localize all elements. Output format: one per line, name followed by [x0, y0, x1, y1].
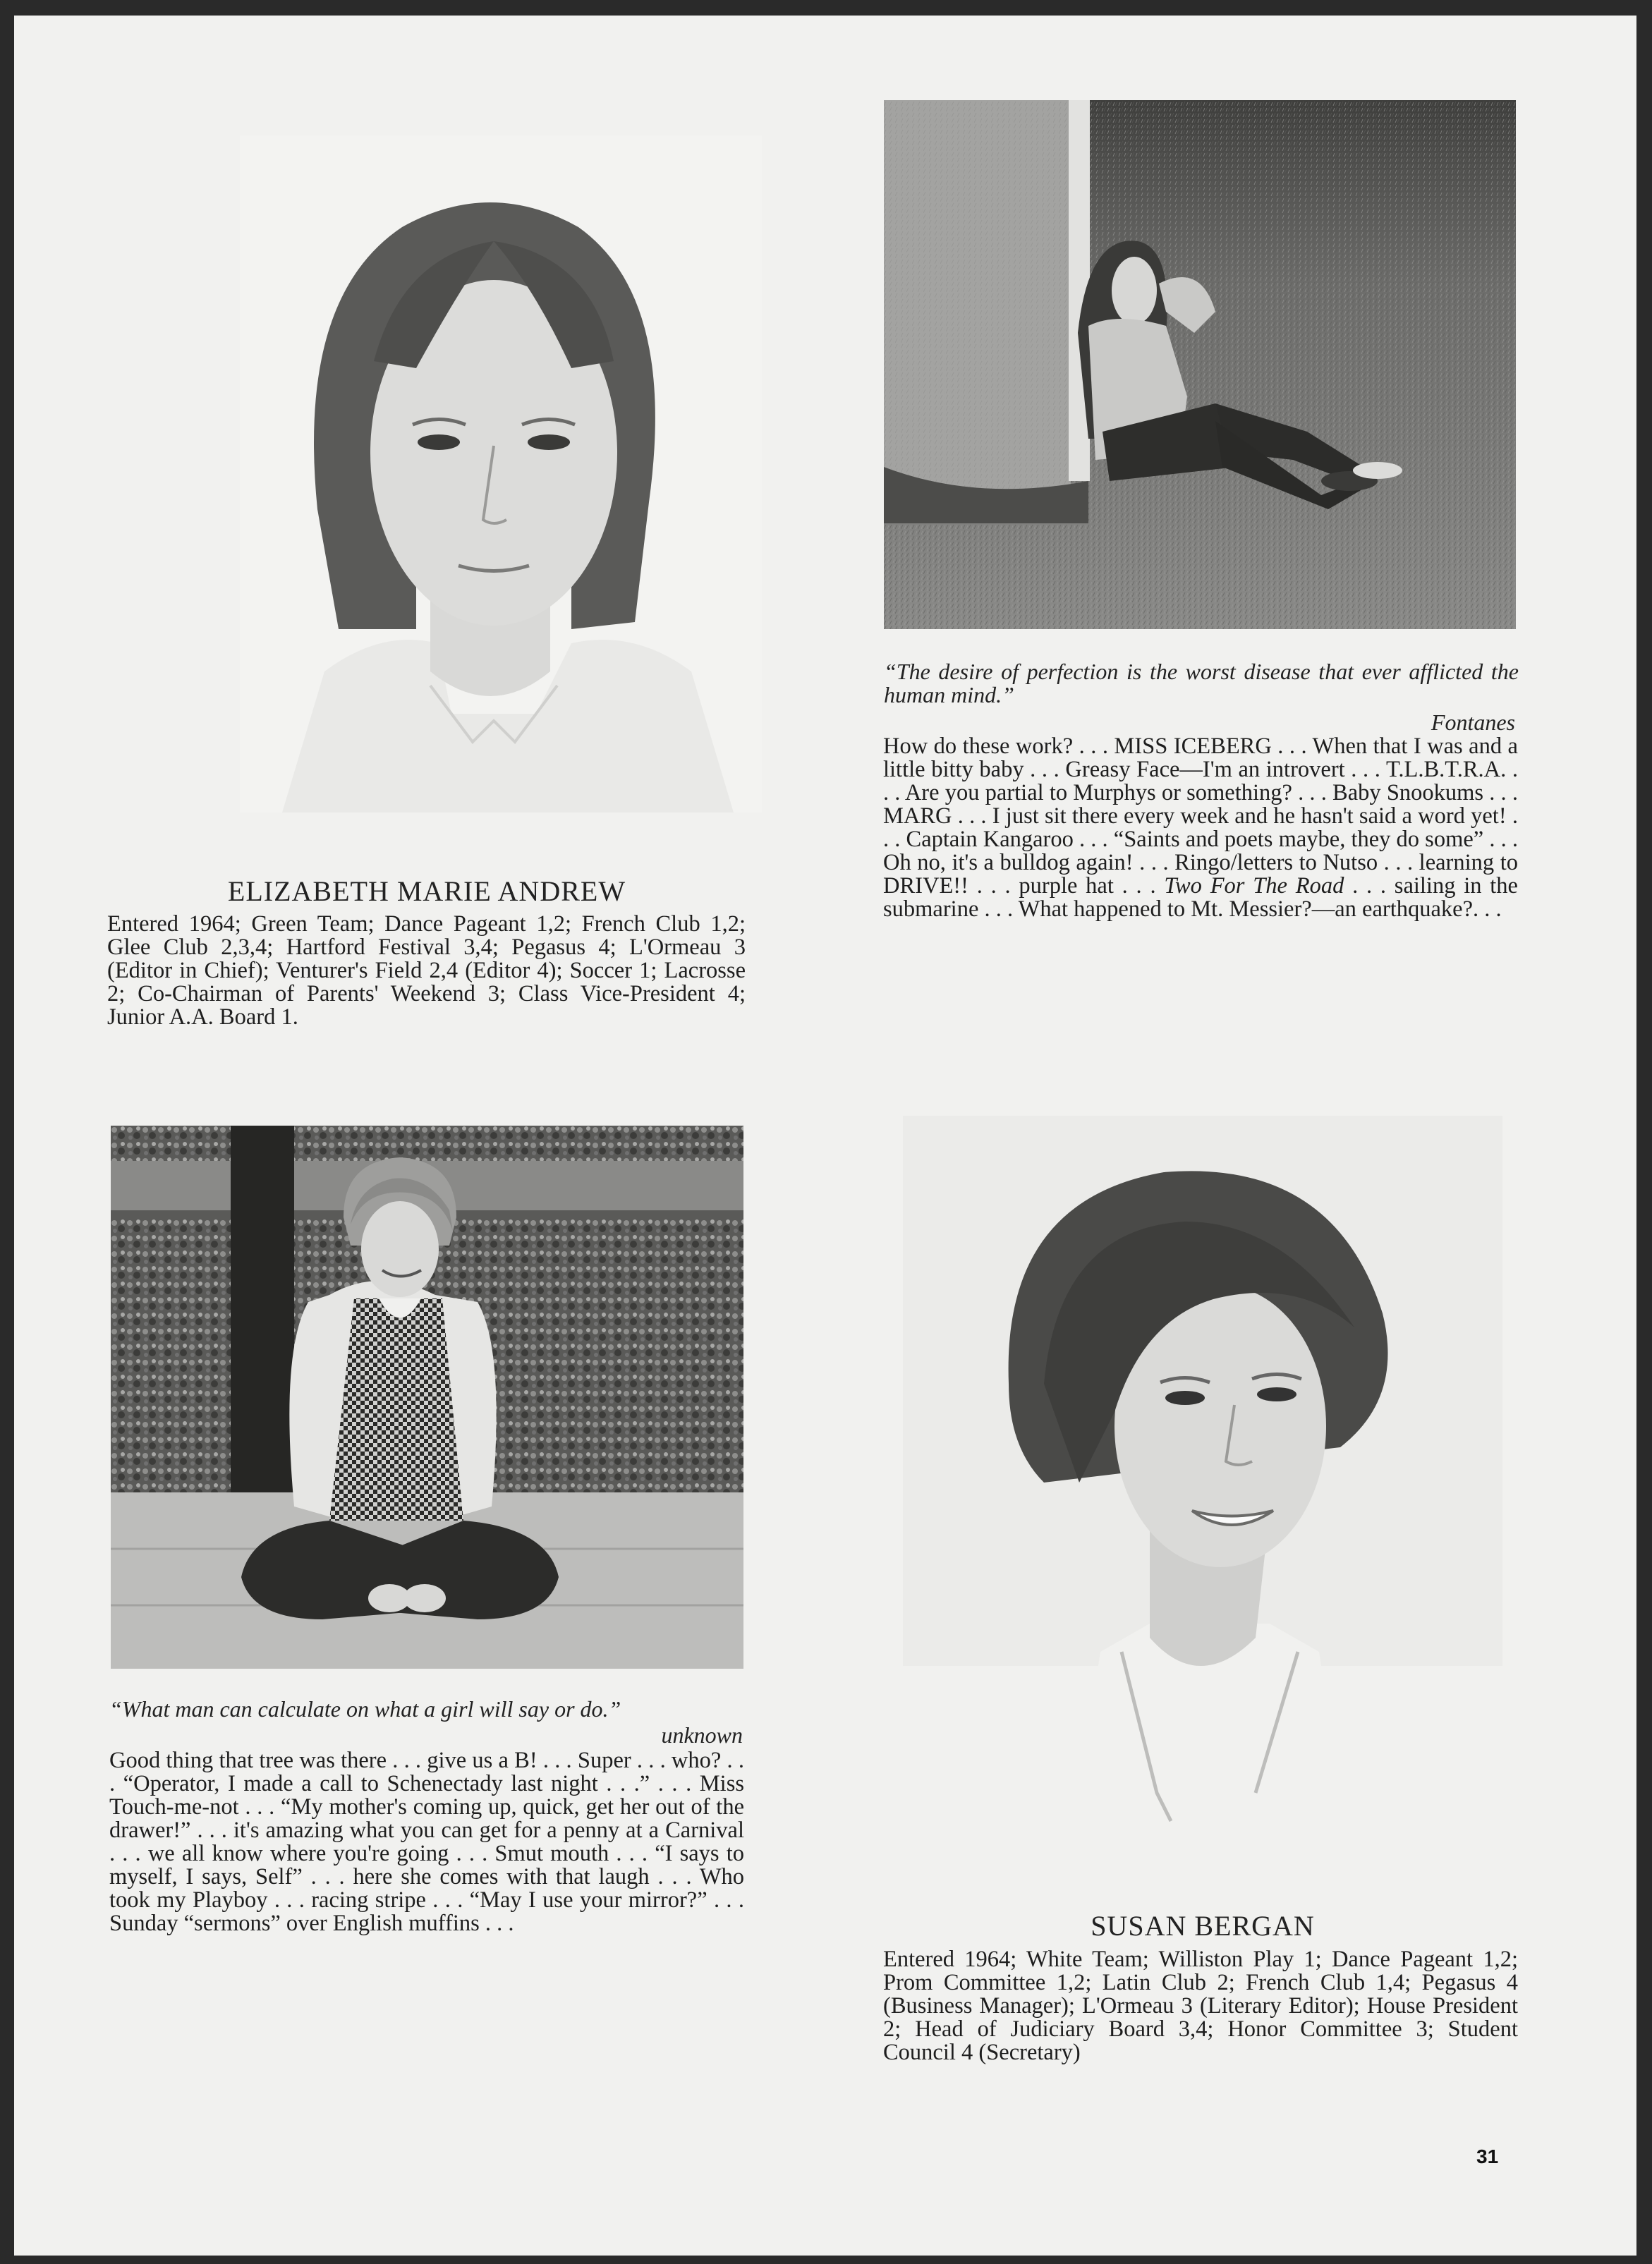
page-number: 31 [1476, 2146, 1499, 2167]
quote-text: “The desire of perfection is the worst disease that ever afflicted the human mind.” [884, 659, 1519, 707]
activities-text: Entered 1964; White Team; Williston Play 1; Dance Pageant 1,2; Prom Committee 1,2; Latin Club 2; French Club 1,4; Pegasus 4 (Business Manager); L'Ormeau 3 (Literary Editor); House President 2; Head of Judiciary Board 3,4; Honor Committee 3; Student Council 4 (Secretary) [883, 1947, 1518, 2065]
activities-text: Entered 1964; Green Team; Dance Pageant 1,2; French Club 1,2; Glee Club 2,3,4; Hartford Festival 3,4; Pegasus 4; L'Ormeau 3 (Editor in Chief); Venturer's Field 2,4 (Editor 4); Soccer 1; Lacrosse 2; Co-Chairman of Parents' Weekend 3; Class Vice-President 4; Junior A.A. Board 1. [107, 911, 746, 1030]
student-name: ELIZABETH MARIE ANDREW [227, 875, 626, 907]
portrait-elizabeth-andrew [240, 135, 762, 813]
candid-photo-elizabeth-andrew [884, 100, 1516, 629]
quote-author: Fontanes [1431, 710, 1515, 735]
remarks-text [883, 735, 1518, 921]
remarks-part-1: How do these work? . . . MISS ICEBERG . . . When that I was and a little bitty baby . . . Greasy Face—I'm an introvert . . . T.L.B.T.R.A. . . . Are you partial to Murphys or something? . . . Baby Snookums . . . MARG . . . I just sit there every week and he hasn't said a word yet! . . . Captain Kangaroo . . . “Saints and poets maybe, they do some” . . . Oh no, it's a bulldog again! . . . Ringo/letters to Nutso . . . learning to DRIVE!! . . . purple hat . . . [883, 734, 1518, 899]
remarks-text: Good thing that tree was there . . . give us a B! . . . Super . . . who? . . . “Operator, I made a call to Schenectady last night . . .” . . . Miss Touch-me-not . . . “My mother's coming up, quick, get her out of the drawer!” . . . it's amazing what you can get for a penny at a Carnival . . . we all know where you're going . . . Smut mouth . . . “I says to myself, I says, Self” . . . here she comes with that laugh . . . Who took my Playboy . . . racing stripe . . . “May I use your mirror?” . . . Sunday “sermons” over English muffins . . . [109, 1748, 744, 1936]
portrait-susan-bergan [889, 1116, 1517, 1835]
candid-photo-susan-bergan [111, 1126, 743, 1669]
quote-text: “What man can calculate on what a girl will say or do.” [109, 1696, 621, 1722]
remarks-title: Two For The Road [1164, 873, 1344, 899]
remarks-part-2: . . . sailing in the submarine . . . What happened to Mt. Messier?—an earthquake?. . . [883, 873, 1518, 922]
quote-author: unknown [661, 1722, 743, 1748]
student-name: SUSAN BERGAN [1091, 1910, 1315, 1942]
yearbook-page [14, 16, 1636, 2256]
